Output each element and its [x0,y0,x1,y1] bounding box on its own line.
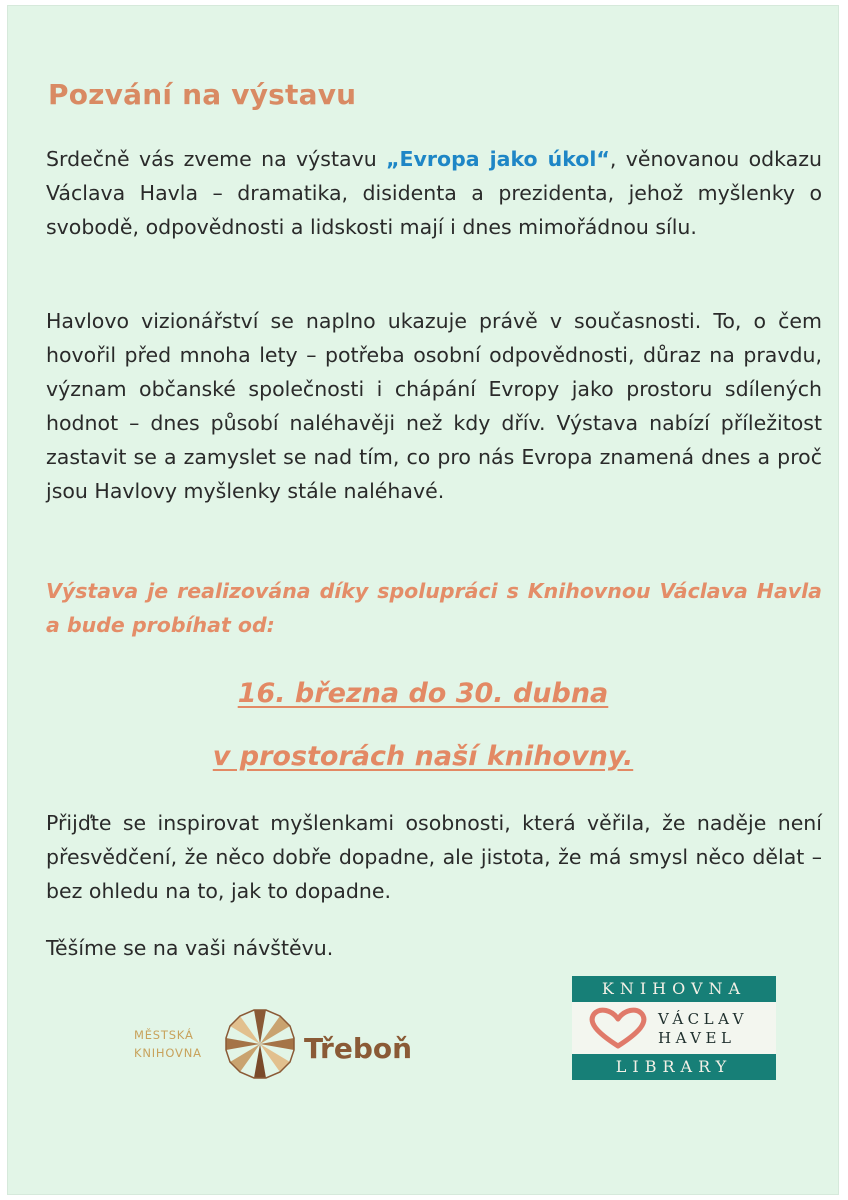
exhibition-dates: 16. března do 30. dubna [237,678,609,709]
exhibition-venue: v prostorách naší knihovny. [212,741,634,772]
trebon-logo-line1: MĚSTSKÁ [134,1028,194,1042]
heart-icon [586,1006,650,1050]
intro-text-before: Srdečně vás zveme na výstavu [46,147,387,171]
kvh-logo-middle [572,1002,776,1054]
vaclav-havel-library-logo [572,976,776,1082]
trebon-library-logo [126,1006,426,1086]
kvh-logo-havel: HAVEL [658,1029,736,1047]
intro-text-after: , věnovanou odkazu Václava Havla – dramatika, disidenta a prezidenta, jehož myšlenky o svobodě, odpovědnosti a lidskosti mají i dnes mimořádnou sílu. [46,147,822,239]
exhibition-name: „Evropa jako úkol“ [386,147,610,171]
intro-paragraph [46,142,822,244]
closing-line: Těšíme se na vaši návštěvu. [46,936,334,960]
invitation-page [8,6,838,1194]
page-title: Pozvání na výstavu [48,78,357,111]
trebon-logo-name: Třeboň [304,1032,413,1065]
cooperation-paragraph: Výstava je realizována díky spolupráci s Knihovnou Václava Havla a bude probíhat od: [46,579,822,637]
kvh-logo-top: KNIHOVNA [572,976,776,1002]
kvh-logo-bottom: LIBRARY [572,1054,776,1080]
kvh-logo-vaclav: VÁCLAV [658,1010,749,1028]
inspiration-paragraph: Přijďte se inspirovat myšlenkami osobnosti, která věřila, že naděje není přesvědčení, že něco dobře dopadne, ale jistota, že má smysl něco dělat – bez ohledu na to, jak to dopadne. [46,811,822,903]
vision-paragraph: Havlovo vizionářství se naplno ukazuje právě v současnosti. To, o čem hovořil před mnoha lety – potřeba osobní odpovědnosti, důraz na pravdu, význam občanské společnosti i chápání Evropy jako prostoru sdílených hodnot – dnes působí naléhavěji než kdy dřív. Výstava nabízí příležitost zastavit se a zamyslet se nad tím, co pro nás Evropa znamená dnes a proč jsou Havlovy myšlenky stále naléhavé. [46,309,822,503]
book-star-icon [222,1006,298,1082]
trebon-logo-line2: KNIHOVNA [134,1046,202,1060]
